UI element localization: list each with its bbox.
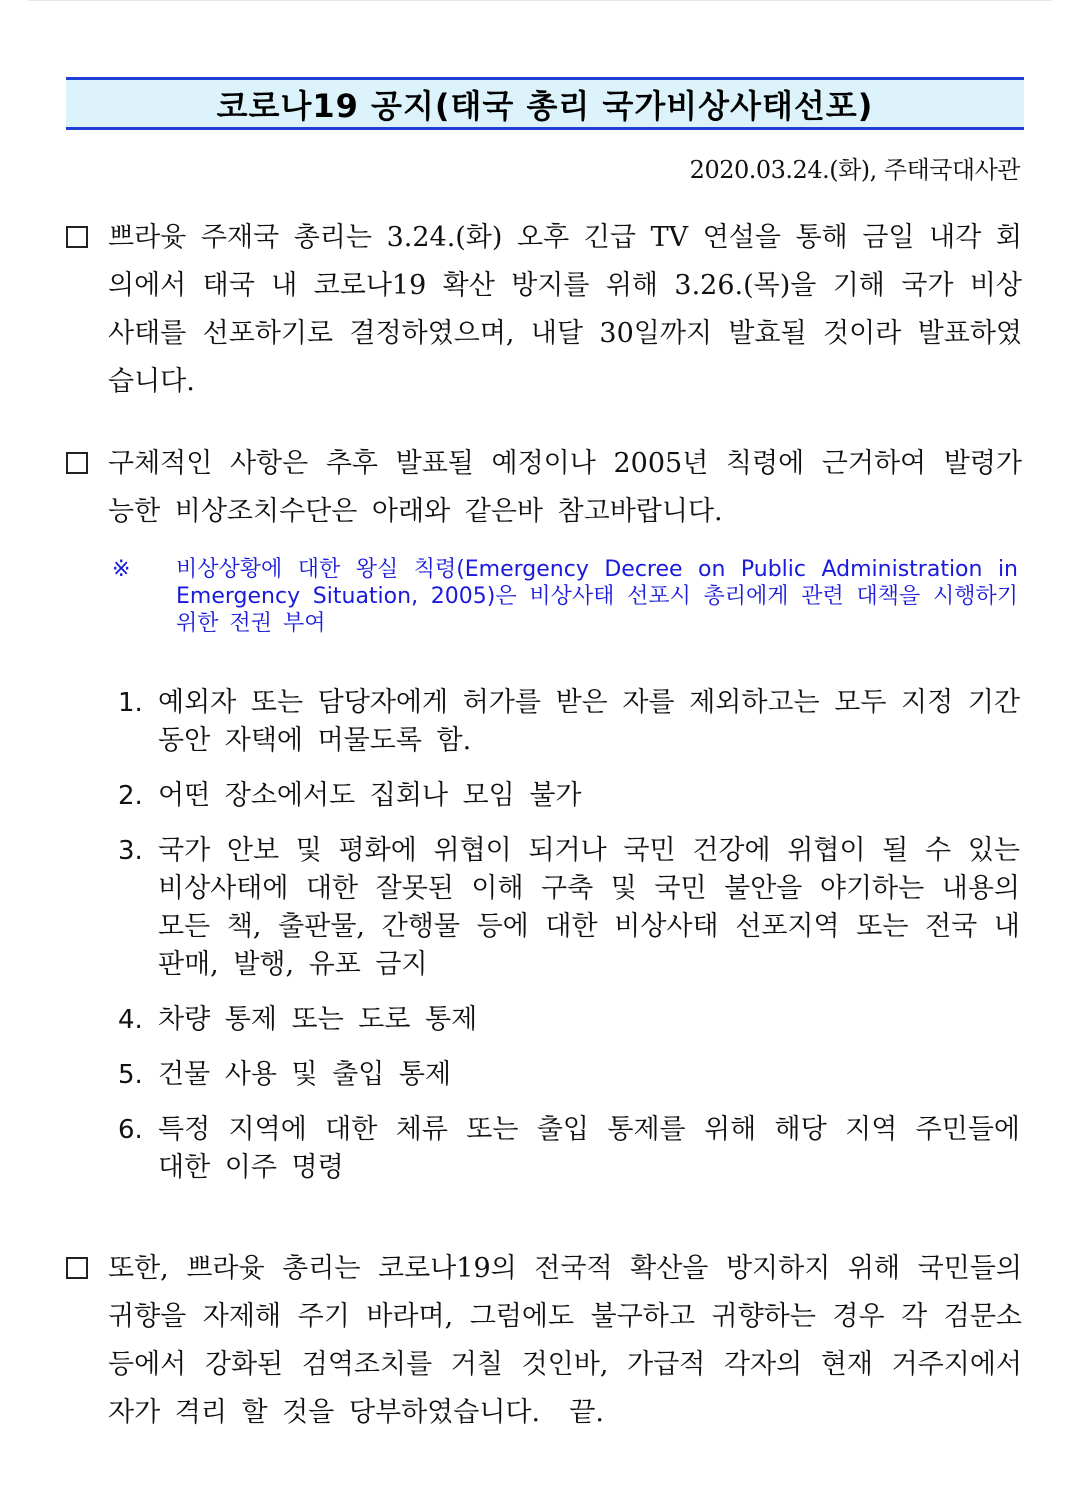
list-item [118, 832, 1020, 984]
document-end-mark: 끝. [569, 1397, 604, 1428]
list-item-text: 국가 안보 및 평화에 위협이 되거나 국민 건강에 위협이 될 수 있는 비상사태에 대한 잘못된 이해 구축 및 국민 불안을 야기하는 내용의 모든 책, 출판물, 간행물 등에 대한 비상사태 선포지역 또는 전국 내 판매, 발행, 유포 금지 [158, 835, 1020, 980]
list-item-text: 차량 통제 또는 도로 통제 [158, 1004, 478, 1035]
list-item-text: 어떤 장소에서도 집회나 모임 불가 [158, 780, 582, 811]
advisory-paragraph [108, 1245, 1022, 1437]
list-item-text: 예외자 또는 담당자에게 허가를 받은 자를 제외하고는 모두 지정 기간 동안 자택에 머물도록 함. [158, 687, 1020, 756]
list-item-number: 1. [118, 688, 143, 718]
list-item [118, 684, 1020, 760]
checkbox-bullet-icon [66, 452, 88, 474]
checkbox-bullet-icon [66, 1257, 88, 1279]
list-item-text: 건물 사용 및 출입 통제 [158, 1059, 452, 1090]
list-item [118, 777, 1020, 815]
emergency-measures-list [118, 684, 1020, 1204]
decree-note-text: 비상상황에 대한 왕실 칙령(Emergency Decree on Public Administration in Emergency Situation, 2005)은 비상사태 선포시 총리에게 관련 대책을 시행하기 위한 전권 부여 [176, 557, 1018, 636]
list-item-text: 특정 지역에 대한 체류 또는 출입 통제를 위해 해당 지역 주민들에 대한 이주 명령 [158, 1114, 1020, 1183]
advisory-text: 또한, 쁘라윳 총리는 코로나19의 전국적 확산을 방지하지 위해 국민들의 귀향을 자제해 주기 바라며, 그럼에도 불구하고 귀향하는 경우 각 검문소 등에서 강화된 검역조치를 거칠 것인바, 가급적 각자의 현재 거주지에서 자가 격리 할 것을 당부하였습니다. [108, 1253, 1022, 1428]
list-item-number: 2. [118, 781, 143, 811]
list-item-number: 3. [118, 836, 143, 866]
list-item [118, 1111, 1020, 1187]
section-announcement [66, 214, 1022, 406]
decree-note [112, 556, 1018, 637]
page-title: 코로나19 공지(태국 총리 국가비상사태선포) [216, 86, 874, 125]
checkbox-bullet-icon [66, 226, 88, 248]
reference-mark-icon: ※ [112, 557, 131, 582]
title-banner [66, 77, 1024, 130]
date-issuer-line: 2020.03.24.(화), 주태국대사관 [689, 156, 1020, 184]
list-item [118, 1001, 1020, 1039]
details-paragraph: 구체적인 사항은 추후 발표될 예정이나 2005년 칙령에 근거하여 발령가능한 비상조치수단은 아래와 같은바 참고바랍니다. [108, 448, 1022, 527]
list-item-number: 4. [118, 1005, 143, 1035]
list-item-number: 5. [118, 1060, 143, 1090]
list-item [118, 1056, 1020, 1094]
top-divider [28, 0, 1052, 1]
section-details [66, 440, 1022, 536]
announcement-paragraph: 쁘라윳 주재국 총리는 3.24.(화) 오후 긴급 TV 연설을 통해 금일 내각 회의에서 태국 내 코로나19 확산 방지를 위해 3.26.(목)을 기해 국가 비상사태를 선포하기로 결정하였으며, 내달 30일까지 발효될 것이라 발표하였습니다. [108, 222, 1022, 397]
list-item-number: 6. [118, 1115, 143, 1145]
section-advisory [66, 1245, 1022, 1437]
